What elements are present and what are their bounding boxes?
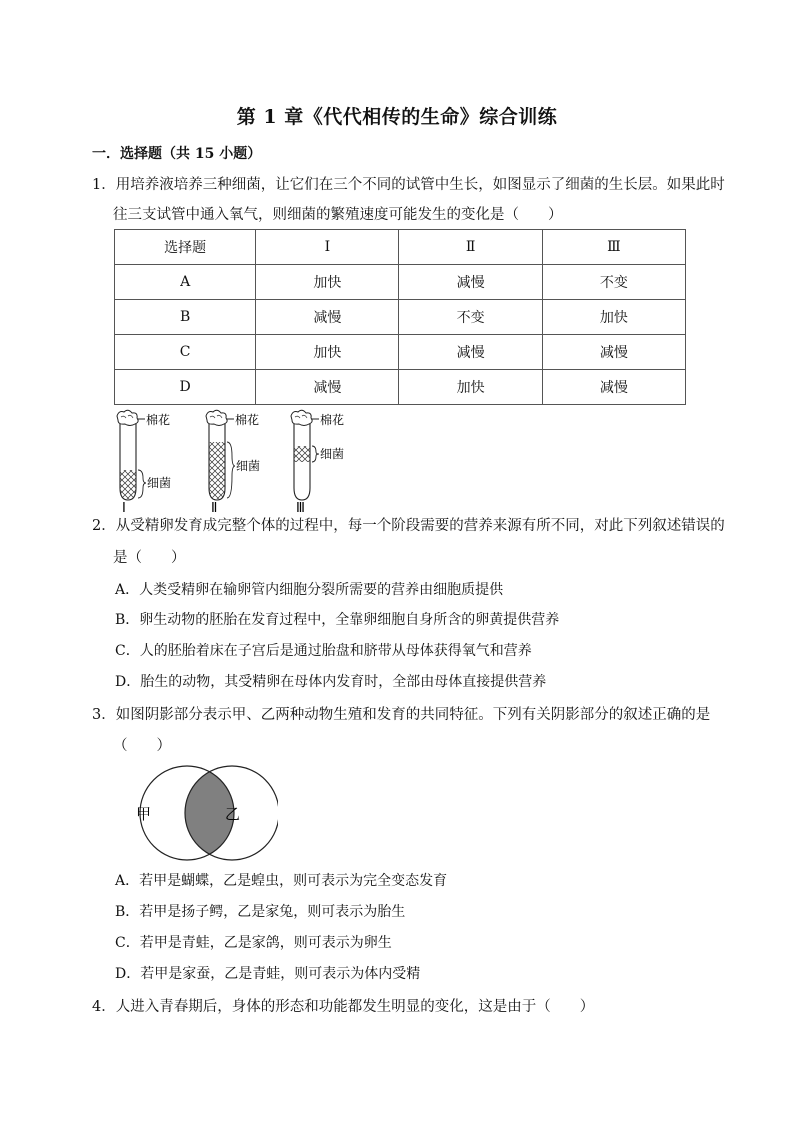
question-3-line-1: 3．如图阴影部分表示甲、乙两种动物生殖和发育的共同特征。下列有关阴影部分的叙述正确的是: [92, 707, 711, 723]
question-2-option-d: D．胎生的动物，其受精卵在母体内发育时，全部由母体直接提供营养: [115, 674, 547, 690]
question-3-option-d: D．若甲是家蚕，乙是青蛙，则可表示为体内受精: [115, 966, 421, 982]
test-tube-figure: [110, 408, 370, 514]
table-header-cell: Ⅲ: [542, 230, 685, 265]
table-header-cell: 选择题: [115, 230, 256, 265]
bacteria-label: 细菌: [236, 459, 261, 473]
table-cell: 加快: [256, 265, 399, 300]
question-2-line-2: 是（ ）: [113, 550, 186, 566]
question-2-option-c: C．人的胚胎着床在子宫后是通过胎盘和脐带从母体获得氧气和营养: [115, 643, 532, 659]
table-cell: 减慢: [399, 265, 542, 300]
question-1-line-2: 往三支试管中通入氧气，则细菌的繁殖速度可能发生的变化是（ ）: [113, 207, 563, 223]
table-cell: 不变: [542, 265, 685, 300]
cotton-plug: [291, 410, 312, 425]
bacteria-label: 细菌: [147, 476, 172, 490]
table-row: [115, 335, 686, 370]
page-title: 第 1 章《代代相传的生命》综合训练: [236, 106, 558, 128]
question-1-line-1: 1．用培养液培养三种细菌，让它们在三个不同的试管中生长，如图显示了细菌的生长层。如果此时: [92, 177, 725, 193]
table-cell: B: [115, 300, 256, 335]
test-tube-2: [206, 410, 260, 514]
table-cell: A: [115, 265, 256, 300]
table-header-row: [115, 230, 686, 265]
question-4-line-1: 4．人进入青春期后，身体的形态和功能都发生明显的变化，这是由于（ ）: [92, 999, 595, 1015]
table-row: [115, 370, 686, 405]
section-heading: 一．选择题（共 15 小题）: [92, 146, 262, 162]
table-cell: 减慢: [256, 300, 399, 335]
cotton-plug: [206, 410, 227, 425]
question-2-line-1: 2．从受精卵发育成完整个体的过程中，每一个阶段需要的营养来源有所不同，对此下列叙述错误的: [92, 518, 725, 534]
question-2-option-b: B．卵生动物的胚胎在发育过程中，全靠卵细胞自身所含的卵黄提供营养: [115, 612, 560, 628]
table-cell: 减慢: [399, 335, 542, 370]
cotton-label: 棉花: [146, 413, 171, 427]
question-3-option-b: B．若甲是扬子鳄，乙是家兔，则可表示为胎生: [115, 904, 406, 920]
table-header-cell: Ⅰ: [256, 230, 399, 265]
bracket: [138, 470, 146, 498]
bracket: [227, 442, 235, 498]
table-cell: 减慢: [256, 370, 399, 405]
table-cell: 减慢: [542, 370, 685, 405]
question-2-option-a: A．人类受精卵在输卵管内细胞分裂所需要的营养由细胞质提供: [115, 582, 504, 598]
cotton-label: 棉花: [320, 413, 345, 427]
question-3-option-c: C．若甲是青蛙，乙是家鸽，则可表示为卵生: [115, 935, 392, 951]
question-3-option-a: A．若甲是蝴蝶，乙是蝗虫，则可表示为完全变态发育: [115, 873, 448, 889]
bacteria-layer: [294, 446, 310, 462]
table-cell: 加快: [542, 300, 685, 335]
venn-left-label: 甲: [136, 805, 152, 823]
venn-right-label: 乙: [225, 805, 241, 823]
table-row: [115, 265, 686, 300]
tube-label: Ⅱ: [211, 501, 218, 514]
table-cell: 减慢: [542, 335, 685, 370]
tube-label: Ⅲ: [296, 501, 305, 514]
table-cell: 加快: [399, 370, 542, 405]
table-row: [115, 300, 686, 335]
tube-label: Ⅰ: [122, 501, 126, 514]
table-cell: 加快: [256, 335, 399, 370]
cotton-label: 棉花: [235, 413, 260, 427]
test-tube-1: [117, 410, 171, 514]
question-3-line-2: （ ）: [113, 738, 171, 754]
cotton-plug: [117, 410, 138, 425]
bacteria-layer: [120, 470, 136, 499]
answer-table: [114, 229, 686, 405]
bracket: [312, 446, 319, 462]
bacteria-label: 细菌: [320, 447, 345, 461]
bacteria-layer: [209, 442, 225, 499]
table-cell: 不变: [399, 300, 542, 335]
table-cell: C: [115, 335, 256, 370]
table-header-cell: Ⅱ: [399, 230, 542, 265]
venn-diagram: [110, 763, 278, 863]
test-tube-3: [291, 410, 344, 514]
table-cell: D: [115, 370, 256, 405]
